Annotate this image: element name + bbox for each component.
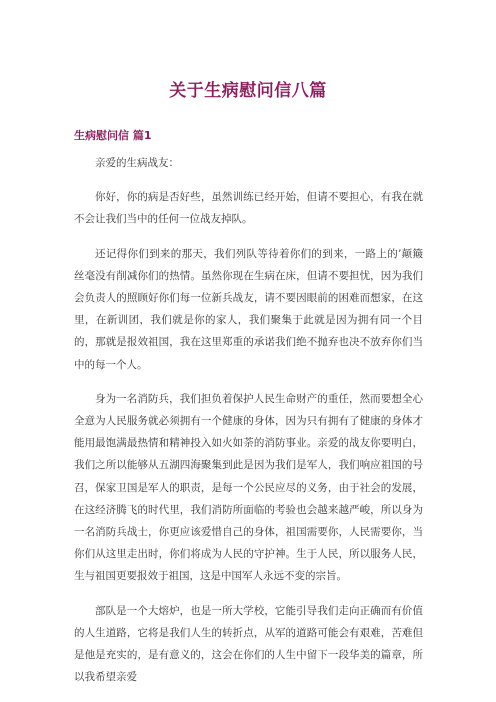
body-paragraph: 你好，你的病是否好些，虽然训练已经开始，但请不要担心，有我在就不会让我们当中的任何一位战友掉队。 [74, 191, 423, 226]
body-paragraph: 部队是一个大熔炉，也是一所大学校，它能引导我们走向正确而有价值的人生道路，它将是我们人生的转折点，从军的道路可能会有艰难，苦难但是他是充实的，是有意义的，这会在你们的人生中留下一段华美的篇章，所以我希望亲爱 [74, 604, 423, 684]
body-paragraph: 还记得你们到来的那天，我们列队等待着你们的到来，一路上的’颠簸丝毫没有削减你们的热情。虽然你现在生病在床，但请不要担忧，因为我们会负责人的照顾好你们每一位新兵战友，请不要因眼前的困难而想家，在这里，在新训团，我们就是你的家人，我们聚集于此就是因为拥有同一个目的，那就是报效祖国，我在这里郑重的承诺我们绝不抛弃也决不放弃你们当中的每一个人。 [74, 247, 423, 371]
body-paragraph: 身为一名消防兵，我们担负着保护人民生命财产的重任，然而要想全心全意为人民服务就必须拥有一个健康的身体，因为只有拥有了健康的身体才能用最饱满最热情和精神投入如火如荼的消防事业。亲爱的战友你要明白，我们之所以能够从五湖四海聚集到此是因为我们是军人，我们响应祖国的号召，保家卫国是军人的职责，是每一个公民应尽的义务，由于社会的发展，在这经济腾飞的时代里，我们消防所面临的考验也会越来越严峻，所以身为一名消防兵战士，你更应该爱惜自己的身体，祖国需要你，人民需要你，当你们从这里走出时，你们将成为人民的守护神。生于人民，所以服务人民，生与祖国更要报效于祖国，这是中国军人永远不变的宗旨。 [74, 392, 423, 583]
document-title: 关于生病慰问信八篇 [169, 81, 327, 101]
document-body [74, 152, 423, 700]
section-heading: 生病慰问信 篇1 [74, 129, 152, 142]
salutation-paragraph: 亲爱的生病战友： [95, 157, 179, 169]
